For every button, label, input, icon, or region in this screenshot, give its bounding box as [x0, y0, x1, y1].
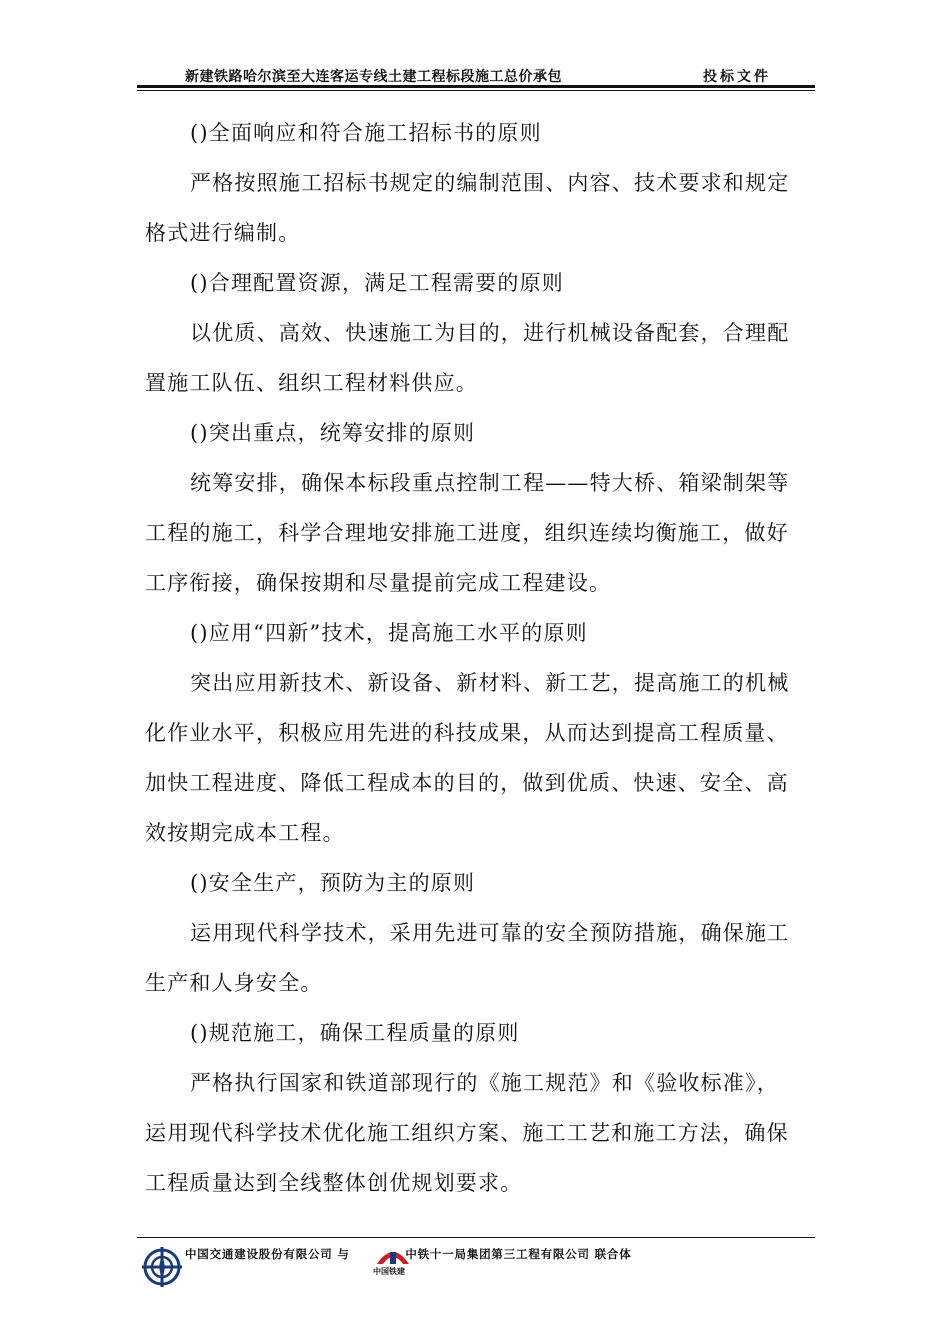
crcc-logo-label: 中国铁建	[373, 1267, 405, 1276]
paragraph-line: 工程的施工，科学合理地安排施工进度，组织连续均衡施工，做好	[145, 521, 789, 545]
paragraph-line: 严格执行国家和铁道部现行的《施工规范》和《验收标准》，	[190, 1071, 779, 1095]
paragraph-line: 格式进行编制。	[145, 221, 301, 245]
header-rule-thin	[137, 90, 815, 91]
paragraph-line: 工序衔接，确保按期和尽量提前完成工程建设。	[145, 571, 612, 595]
paragraph-line: 运用现代科学技术，采用先进可靠的安全预防措施，确保施工	[190, 921, 790, 945]
paragraph-line: 以优质、高效、快速施工为目的，进行机械设备配套，合理配	[190, 321, 790, 345]
section-heading: ()安全生产，预防为主的原则	[190, 871, 476, 895]
paragraph-line: 统筹安排，确保本标段重点控制工程——特大桥、箱梁制架等	[190, 471, 790, 495]
page-footer	[137, 1240, 815, 1300]
paragraph-line: 置施工队伍、组织工程材料供应。	[145, 371, 478, 395]
footer-company-1: 中国交通建设股份有限公司 与	[185, 1247, 350, 1261]
header-rule-thick	[137, 85, 815, 88]
footer-company-2: 中铁十一局集团第三工程有限公司 联合体	[405, 1247, 632, 1261]
footer-rule	[137, 1237, 815, 1238]
cccc-logo-icon	[141, 1246, 183, 1288]
paragraph-line: 严格按照施工招标书规定的编制范围、内容、技术要求和规定	[190, 171, 790, 195]
paragraph-line: 生产和人身安全。	[145, 971, 323, 995]
header-title: 新建铁路哈尔滨至大连客运专线土建工程标段施工总价承包	[185, 69, 562, 85]
section-heading: ()合理配置资源，满足工程需要的原则	[190, 271, 564, 295]
document-body	[145, 108, 810, 1208]
section-heading: ()规范施工，确保工程质量的原则	[190, 1021, 520, 1045]
header-doc-type: 投标文件	[703, 69, 771, 85]
paragraph-line: 工程质量达到全线整体创优规划要求。	[145, 1171, 523, 1195]
section-heading: ()全面响应和符合施工招标书的原则	[190, 121, 542, 145]
paragraph-line: 运用现代科学技术优化施工组织方案、施工工艺和施工方法，确保	[145, 1121, 789, 1145]
paragraph-line: 化作业水平，积极应用先进的科技成果，从而达到提高工程质量、	[145, 721, 789, 745]
section-heading: ()突出重点，统筹安排的原则	[190, 421, 476, 445]
section-heading: ()应用“四新”技术，提高施工水平的原则	[190, 621, 588, 645]
paragraph-line: 加快工程进度、降低工程成本的目的，做到优质、快速、安全、高	[145, 771, 789, 795]
crcc-logo-icon	[373, 1242, 413, 1268]
paragraph-line: 效按期完成本工程。	[145, 821, 345, 845]
paragraph-line: 突出应用新技术、新设备、新材料、新工艺，提高施工的机械	[190, 671, 790, 695]
